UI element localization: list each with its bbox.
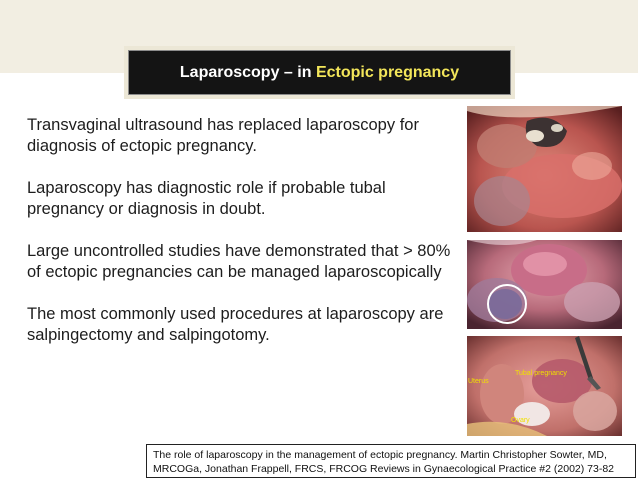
- title-highlight: Ectopic pregnancy: [315, 63, 460, 81]
- label-uterus: Uterus: [468, 378, 489, 385]
- title-prefix: Laparoscopy – in: [179, 63, 312, 81]
- bullet-4: The most commonly used procedures at laparoscopy are salpingectomy and salpingotomy.: [27, 305, 444, 344]
- citation-line-1: The role of laparoscopy in the management of ectopic pregnancy. Martin Christopher Sowter, MD,: [153, 449, 607, 461]
- bullet-2: Laparoscopy has diagnostic role if probable tubal pregnancy or diagnosis in doubt.: [27, 179, 386, 218]
- bullet-3: Large uncontrolled studies have demonstrated that > 80% of ectopic pregnancies can be managed laparoscopically: [27, 242, 451, 281]
- citation-box: [146, 444, 636, 478]
- citation-line-2: MRCOGa, Jonathan Frappell, FRCS, FRCOG Reviews in Gynaecological Practice #2 (2002) 73-82: [153, 463, 615, 475]
- bullet-list: [27, 115, 457, 367]
- slide-title: [128, 50, 511, 95]
- laparoscopy-photo-1: [467, 106, 622, 232]
- laparoscopy-photo-1-art: [467, 106, 622, 232]
- laparoscopy-photo-2-art: [467, 240, 622, 329]
- bullet-1: Transvaginal ultrasound has replaced laparoscopy for diagnosis of ectopic pregnancy.: [27, 116, 419, 155]
- label-tubal-pregnancy: Tubal pregnancy: [515, 370, 567, 377]
- label-ovary: Ovary: [511, 417, 530, 424]
- title-frame: [124, 46, 515, 99]
- laparoscopy-photo-3-art: [467, 336, 622, 436]
- laparoscopy-photo-3: [467, 336, 622, 436]
- laparoscopy-photo-2: [467, 240, 622, 329]
